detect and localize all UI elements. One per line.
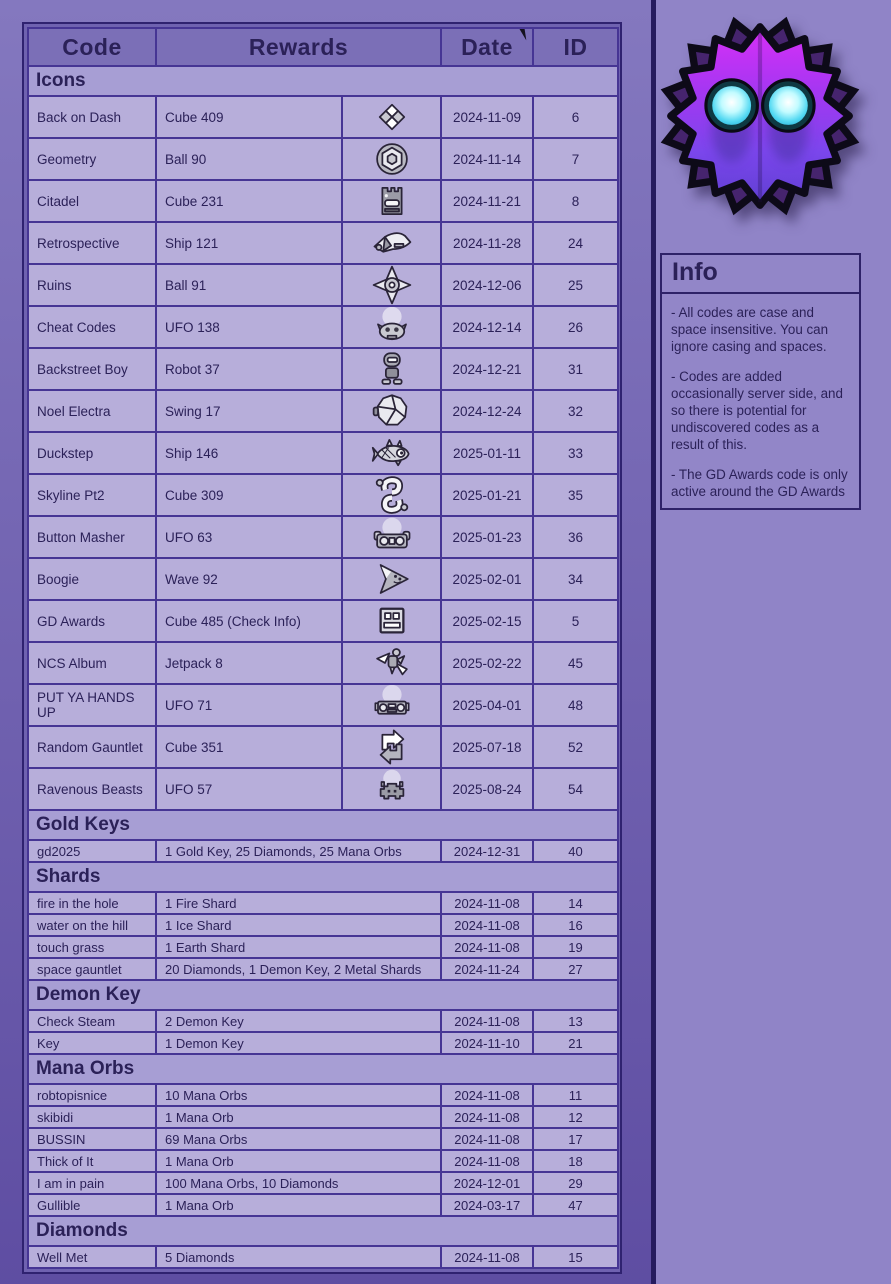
id-cell: 40 — [533, 840, 618, 862]
icon-cell — [342, 474, 441, 516]
cube-castle-icon — [371, 180, 413, 222]
info-paragraph: - The GD Awards code is only active around the GD Awards — [671, 467, 848, 500]
robot-icon — [371, 348, 413, 390]
column-header-id: ID — [533, 28, 618, 66]
date-cell: 2024-12-14 — [441, 306, 533, 348]
code-cell: touch grass — [28, 936, 156, 958]
date-cell: 2024-11-08 — [441, 1150, 533, 1172]
id-cell: 25 — [533, 264, 618, 306]
table-row — [28, 1172, 618, 1194]
icon-cell — [342, 600, 441, 642]
reward-cell: Cube 231 — [156, 180, 342, 222]
id-cell: 21 — [533, 1032, 618, 1054]
code-cell: Gullible — [28, 1194, 156, 1216]
code-cell: Geometry — [28, 138, 156, 180]
code-cell: Skyline Pt2 — [28, 474, 156, 516]
reward-cell: Cube 485 (Check Info) — [156, 600, 342, 642]
reward-cell: Jetpack 8 — [156, 642, 342, 684]
section-title: Demon Key — [28, 980, 618, 1010]
codes-table-container — [22, 22, 622, 1274]
id-cell: 47 — [533, 1194, 618, 1216]
reward-cell: 1 Mana Orb — [156, 1194, 441, 1216]
table-row — [28, 1032, 618, 1054]
date-cell: 2025-02-01 — [441, 558, 533, 600]
code-cell: Noel Electra — [28, 390, 156, 432]
ufo-radio-icon — [371, 684, 413, 726]
icon-cell — [342, 264, 441, 306]
reward-cell: UFO 71 — [156, 684, 342, 726]
code-cell: Backstreet Boy — [28, 348, 156, 390]
table-row — [28, 138, 618, 180]
section-row — [28, 66, 618, 96]
date-cell: 2024-11-08 — [441, 1010, 533, 1032]
id-cell: 13 — [533, 1010, 618, 1032]
info-paragraph: - All codes are case and space insensitive. You can ignore casing and spaces. — [671, 305, 829, 355]
section-row — [28, 862, 618, 892]
date-cell: 2024-11-08 — [441, 914, 533, 936]
info-panel — [660, 253, 861, 510]
code-cell: Boogie — [28, 558, 156, 600]
code-cell: Retrospective — [28, 222, 156, 264]
reward-cell: Swing 17 — [156, 390, 342, 432]
code-cell: Thick of It — [28, 1150, 156, 1172]
column-header-rewards: Rewards — [156, 28, 441, 66]
date-cell: 2024-11-09 — [441, 96, 533, 138]
table-row — [28, 96, 618, 138]
icon-cell — [342, 222, 441, 264]
icon-cell — [342, 432, 441, 474]
date-cell: 2024-11-08 — [441, 892, 533, 914]
table-row — [28, 600, 618, 642]
date-cell: 2024-11-21 — [441, 180, 533, 222]
code-cell: gd2025 — [28, 840, 156, 862]
code-cell: BUSSIN — [28, 1128, 156, 1150]
id-cell: 31 — [533, 348, 618, 390]
id-cell: 35 — [533, 474, 618, 516]
ufo-boombox-icon — [371, 516, 413, 558]
code-cell: Citadel — [28, 180, 156, 222]
icon-cell — [342, 558, 441, 600]
id-cell: 26 — [533, 306, 618, 348]
date-header-marker-icon — [517, 28, 527, 40]
date-cell: 2024-11-08 — [441, 1246, 533, 1268]
column-header-date — [441, 28, 533, 66]
date-cell: 2024-03-17 — [441, 1194, 533, 1216]
reward-cell: UFO 138 — [156, 306, 342, 348]
id-cell: 45 — [533, 642, 618, 684]
date-cell: 2024-11-28 — [441, 222, 533, 264]
code-cell: Cheat Codes — [28, 306, 156, 348]
section-title: Mana Orbs — [28, 1054, 618, 1084]
demon-face-logo — [655, 0, 871, 238]
reward-cell: 1 Fire Shard — [156, 892, 441, 914]
date-cell: 2025-07-18 — [441, 726, 533, 768]
table-row — [28, 1150, 618, 1172]
cube-face-icon — [371, 600, 413, 642]
reward-cell: 1 Mana Orb — [156, 1106, 441, 1128]
id-cell: 5 — [533, 600, 618, 642]
section-title: Gold Keys — [28, 810, 618, 840]
date-cell: 2025-01-11 — [441, 432, 533, 474]
table-row — [28, 264, 618, 306]
code-cell: Ruins — [28, 264, 156, 306]
code-cell: I am in pain — [28, 1172, 156, 1194]
reward-cell: UFO 63 — [156, 516, 342, 558]
icon-cell — [342, 390, 441, 432]
info-body — [662, 294, 859, 508]
icon-cell — [342, 642, 441, 684]
code-cell: water on the hill — [28, 914, 156, 936]
icon-cell — [342, 348, 441, 390]
reward-cell: Ship 146 — [156, 432, 342, 474]
date-cell: 2024-11-14 — [441, 138, 533, 180]
table-row — [28, 936, 618, 958]
id-cell: 7 — [533, 138, 618, 180]
reward-cell: Cube 409 — [156, 96, 342, 138]
icon-cell — [342, 96, 441, 138]
date-cell: 2025-01-21 — [441, 474, 533, 516]
table-row — [28, 840, 618, 862]
id-cell: 19 — [533, 936, 618, 958]
code-cell: Ravenous Beasts — [28, 768, 156, 810]
table-row — [28, 390, 618, 432]
reward-cell: 2 Demon Key — [156, 1010, 441, 1032]
code-cell: Back on Dash — [28, 96, 156, 138]
table-row — [28, 726, 618, 768]
code-cell: PUT YA HANDS UP — [28, 684, 156, 726]
table-row — [28, 768, 618, 810]
column-header-date-label: Date — [461, 33, 513, 60]
table-row — [28, 1010, 618, 1032]
header-row — [28, 28, 618, 66]
id-cell: 11 — [533, 1084, 618, 1106]
date-cell: 2024-11-08 — [441, 1106, 533, 1128]
id-cell: 17 — [533, 1128, 618, 1150]
reward-cell: UFO 57 — [156, 768, 342, 810]
section-row — [28, 1054, 618, 1084]
reward-cell: Wave 92 — [156, 558, 342, 600]
id-cell: 34 — [533, 558, 618, 600]
ball-spikes-icon — [371, 264, 413, 306]
code-cell: Check Steam — [28, 1010, 156, 1032]
swing-ball-icon — [371, 390, 413, 432]
reward-cell: 1 Earth Shard — [156, 936, 441, 958]
table-row — [28, 222, 618, 264]
date-cell: 2024-11-24 — [441, 958, 533, 980]
info-title: Info — [662, 255, 859, 294]
date-cell: 2025-08-24 — [441, 768, 533, 810]
reward-cell: 69 Mana Orbs — [156, 1128, 441, 1150]
icon-cell — [342, 768, 441, 810]
table-row — [28, 892, 618, 914]
icon-cell — [342, 180, 441, 222]
date-cell: 2024-12-24 — [441, 390, 533, 432]
id-cell: 29 — [533, 1172, 618, 1194]
date-cell: 2024-11-10 — [441, 1032, 533, 1054]
id-cell: 12 — [533, 1106, 618, 1128]
cube-cross-icon — [371, 96, 413, 138]
codes-table — [27, 27, 619, 1269]
date-cell: 2025-02-15 — [441, 600, 533, 642]
id-cell: 15 — [533, 1246, 618, 1268]
code-cell: space gauntlet — [28, 958, 156, 980]
date-cell: 2024-12-06 — [441, 264, 533, 306]
table-row — [28, 558, 618, 600]
table-row — [28, 1106, 618, 1128]
icon-cell — [342, 306, 441, 348]
code-cell: robtopisnice — [28, 1084, 156, 1106]
cube-arrows-icon — [371, 726, 413, 768]
reward-cell: Cube 309 — [156, 474, 342, 516]
date-cell: 2025-02-22 — [441, 642, 533, 684]
reward-cell: 1 Mana Orb — [156, 1150, 441, 1172]
date-cell: 2024-11-08 — [441, 1084, 533, 1106]
reward-cell: Ship 121 — [156, 222, 342, 264]
section-title: Shards — [28, 862, 618, 892]
id-cell: 48 — [533, 684, 618, 726]
id-cell: 32 — [533, 390, 618, 432]
reward-cell: 10 Mana Orbs — [156, 1084, 441, 1106]
icon-cell — [342, 516, 441, 558]
reward-cell: Ball 91 — [156, 264, 342, 306]
id-cell: 24 — [533, 222, 618, 264]
table-row — [28, 684, 618, 726]
column-header-code: Code — [28, 28, 156, 66]
section-row — [28, 810, 618, 840]
icon-cell — [342, 684, 441, 726]
code-cell: NCS Album — [28, 642, 156, 684]
date-cell: 2024-12-01 — [441, 1172, 533, 1194]
id-cell: 54 — [533, 768, 618, 810]
id-cell: 8 — [533, 180, 618, 222]
section-title: Diamonds — [28, 1216, 618, 1246]
section-row — [28, 980, 618, 1010]
section-row — [28, 1216, 618, 1246]
table-row — [28, 516, 618, 558]
table-row — [28, 1194, 618, 1216]
id-cell: 52 — [533, 726, 618, 768]
jetpack-icon — [371, 642, 413, 684]
info-paragraph: - Codes are added occasionally server side, and so there is potential for undiscovered codes as a result of this. — [671, 369, 843, 453]
ship-fish-icon — [371, 432, 413, 474]
reward-cell: Ball 90 — [156, 138, 342, 180]
code-cell: skibidi — [28, 1106, 156, 1128]
date-cell: 2025-04-01 — [441, 684, 533, 726]
id-cell: 36 — [533, 516, 618, 558]
reward-cell: 100 Mana Orbs, 10 Diamonds — [156, 1172, 441, 1194]
table-row — [28, 1128, 618, 1150]
table-row — [28, 914, 618, 936]
reward-cell: 20 Diamonds, 1 Demon Key, 2 Metal Shards — [156, 958, 441, 980]
code-cell: Duckstep — [28, 432, 156, 474]
table-row — [28, 348, 618, 390]
table-row — [28, 1246, 618, 1268]
id-cell: 14 — [533, 892, 618, 914]
ball-hex-icon — [371, 138, 413, 180]
table-row — [28, 432, 618, 474]
table-row — [28, 1084, 618, 1106]
reward-cell: Robot 37 — [156, 348, 342, 390]
table-row — [28, 958, 618, 980]
table-row — [28, 306, 618, 348]
code-cell: GD Awards — [28, 600, 156, 642]
ship-icon — [371, 222, 413, 264]
id-cell: 16 — [533, 914, 618, 936]
code-cell: Key — [28, 1032, 156, 1054]
icon-cell — [342, 138, 441, 180]
demon-face-logo-image — [655, 0, 865, 232]
date-cell: 2024-11-08 — [441, 936, 533, 958]
table-row — [28, 642, 618, 684]
code-cell: Button Masher — [28, 516, 156, 558]
reward-cell: 1 Gold Key, 25 Diamonds, 25 Mana Orbs — [156, 840, 441, 862]
date-cell: 2024-12-21 — [441, 348, 533, 390]
id-cell: 18 — [533, 1150, 618, 1172]
id-cell: 6 — [533, 96, 618, 138]
date-cell: 2025-01-23 — [441, 516, 533, 558]
wave-arrow-icon — [371, 558, 413, 600]
code-cell: Well Met — [28, 1246, 156, 1268]
date-cell: 2024-11-08 — [441, 1128, 533, 1150]
table-row — [28, 474, 618, 516]
ufo-invader-icon — [371, 768, 413, 810]
table-row — [28, 180, 618, 222]
ufo-skull-icon — [371, 306, 413, 348]
reward-cell: 5 Diamonds — [156, 1246, 441, 1268]
reward-cell: Cube 351 — [156, 726, 342, 768]
id-cell: 33 — [533, 432, 618, 474]
cube-swirl-icon — [371, 474, 413, 516]
reward-cell: 1 Demon Key — [156, 1032, 441, 1054]
code-cell: Random Gauntlet — [28, 726, 156, 768]
reward-cell: 1 Ice Shard — [156, 914, 441, 936]
icon-cell — [342, 726, 441, 768]
code-cell: fire in the hole — [28, 892, 156, 914]
section-title: Icons — [28, 66, 618, 96]
date-cell: 2024-12-31 — [441, 840, 533, 862]
id-cell: 27 — [533, 958, 618, 980]
